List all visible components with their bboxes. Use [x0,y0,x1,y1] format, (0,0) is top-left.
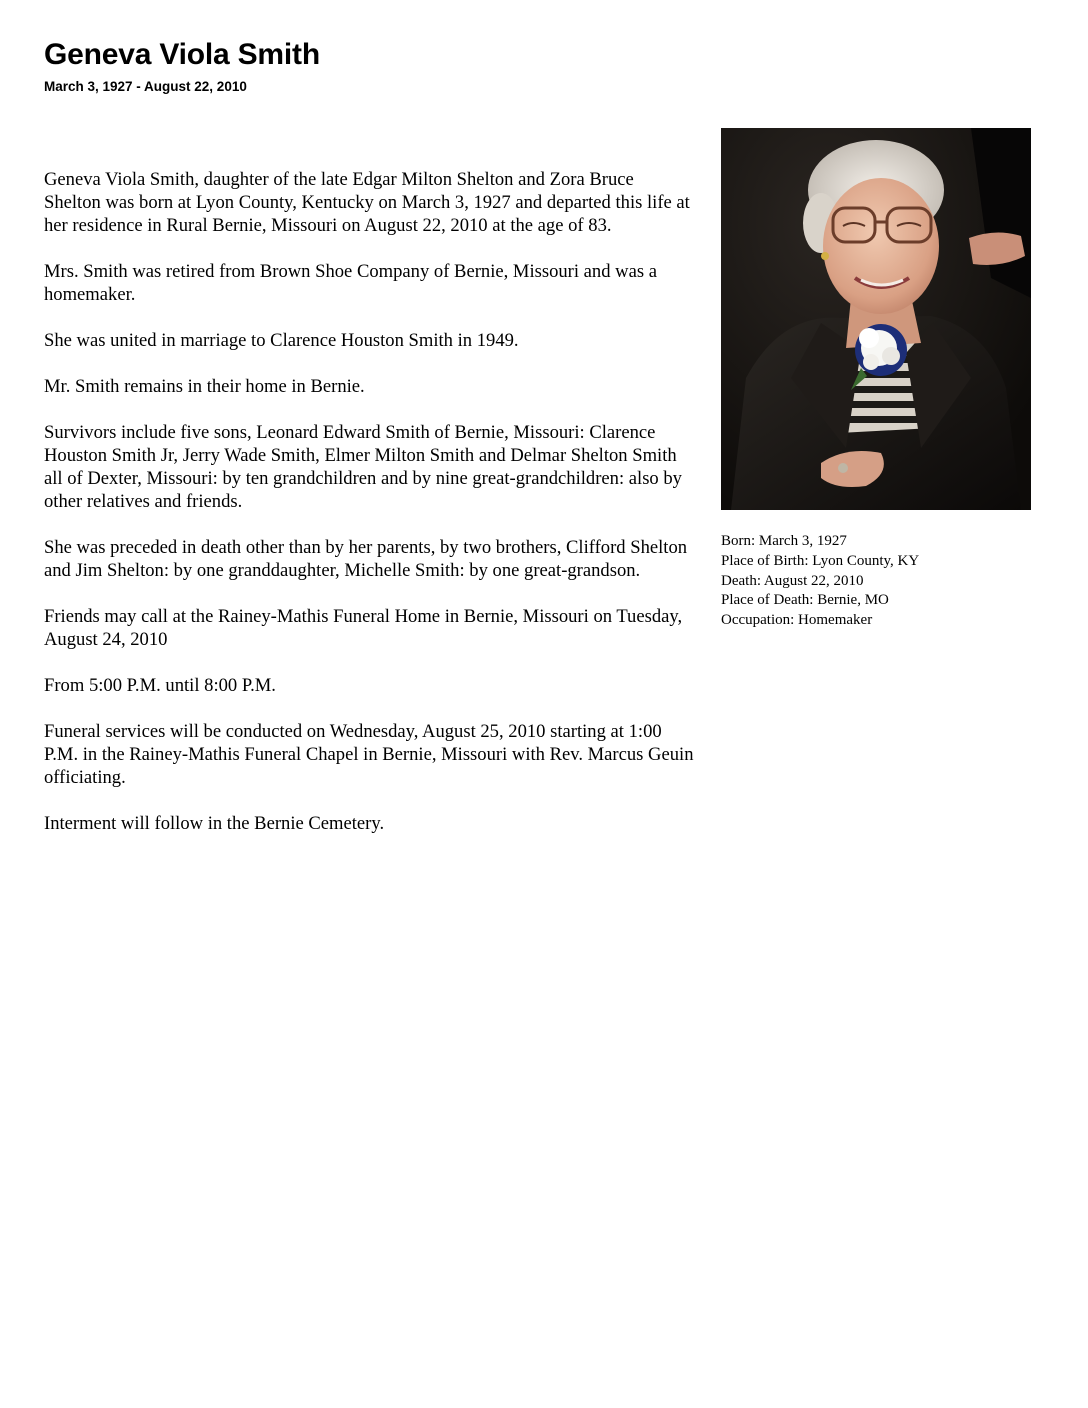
obituary-paragraph: Mr. Smith remains in their home in Bernie. [44,376,365,397]
obituary-paragraph: Geneva Viola Smith, daughter of the late Edgar Milton Shelton and Zora Bruce Shelton was born at Lyon County, Kentucky on March 3, 1927 and departed this life at her residence in Rural Bernie, Missouri on August 22, 2010 at the age of 83. [44,169,690,236]
obituary-paragraph: Mrs. Smith was retired from Brown Shoe Company of Bernie, Missouri and was a homemaker. [44,261,657,305]
obituary-paragraph: She was preceded in death other than by her parents, by two brothers, Clifford Shelton and Jim Shelton: by one granddaughter, Michelle Smith: by one great-grandson. [44,537,688,581]
fact-death: Death: August 22, 2010 [721,572,864,589]
obituary-paragraph: Funeral services will be conducted on Wednesday, August 25, 2010 starting at 1:00 P.M. in the Rainey-Mathis Funeral Chapel in Bernie, Missouri with Rev. Marcus Geuin officiating. [44,721,694,788]
fact-place-of-birth: Place of Birth: Lyon County, KY [721,552,920,569]
obituary-body [44,168,694,858]
portrait-photo [721,128,1031,510]
fact-occupation: Occupation: Homemaker [721,612,873,629]
fact-place-of-death: Place of Death: Bernie, MO [721,592,889,609]
obituary-paragraph: Friends may call at the Rainey-Mathis Funeral Home in Bernie, Missouri on Tuesday, August 24, 2010 [44,606,683,650]
vital-facts [721,532,919,631]
obituary-paragraph: Interment will follow in the Bernie Cemetery. [44,813,385,834]
obituary-paragraph: She was united in marriage to Clarence Houston Smith in 1949. [44,330,519,351]
obituary-name: Geneva Viola Smith [44,38,320,71]
obituary-paragraph: From 5:00 P.M. until 8:00 P.M. [44,675,276,696]
fact-born: Born: March 3, 1927 [721,533,847,549]
life-dates: March 3, 1927 - August 22, 2010 [44,79,247,94]
obituary-paragraph: Survivors include five sons, Leonard Edward Smith of Bernie, Missouri: Clarence Houston Smith Jr, Jerry Wade Smith, Elmer Milton Smith and Delmar Shelton Smith all of Dexter, Missouri: by ten grandchildren and by nine great-grandchildren: also by other relatives and friends. [44,422,682,512]
